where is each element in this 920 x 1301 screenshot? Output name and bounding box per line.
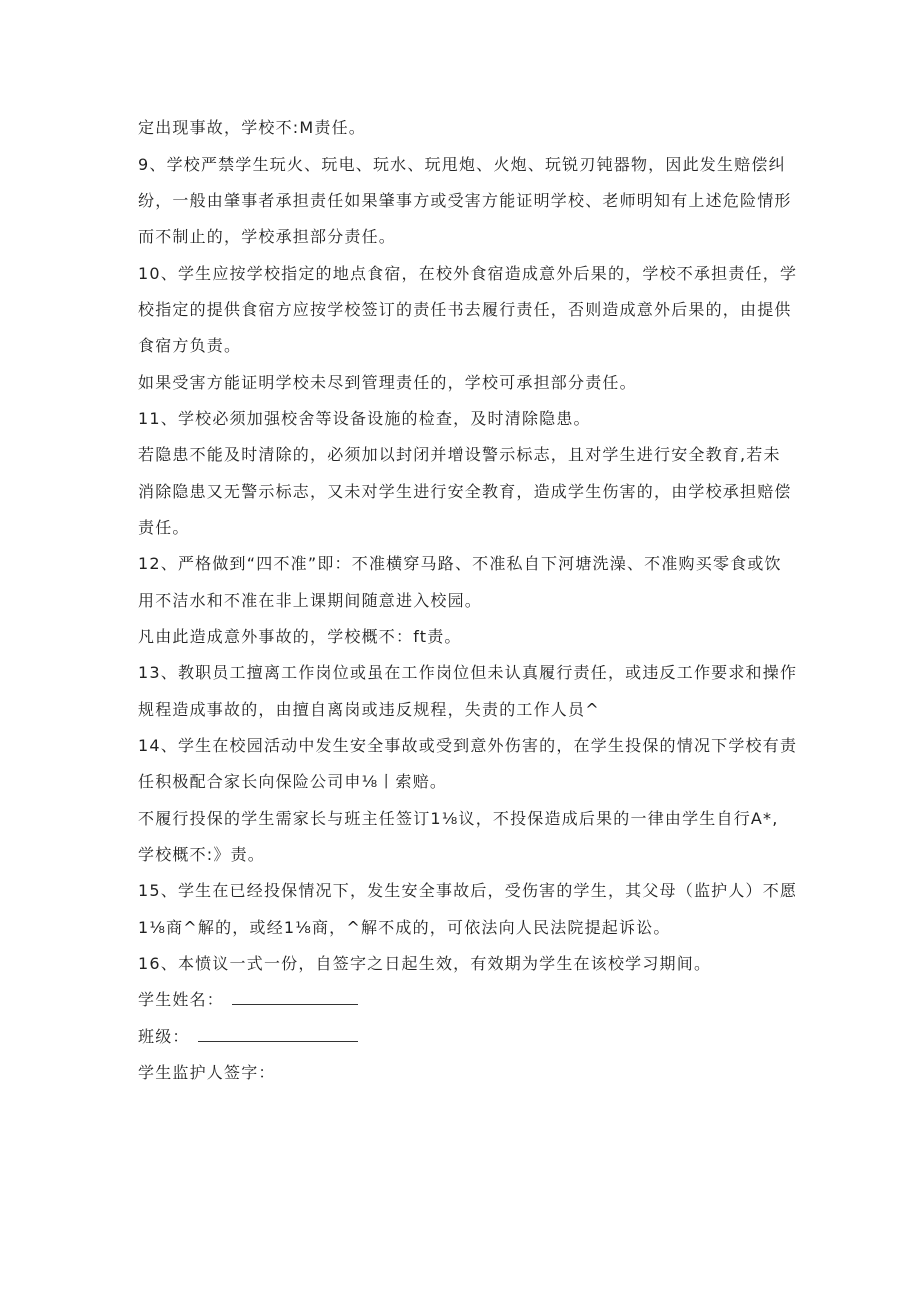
- text-line: 14、学生在校园活动中发生安全事故或受到意外伤害的，在学生投保的情况下学校有责: [138, 736, 798, 755]
- student-name-blank: [232, 990, 358, 1005]
- text-line: 10、学生应按学校指定的地点食宿，在校外食宿造成意外后果的，学校不承担责任，学: [138, 264, 798, 283]
- text-line: 如果受害方能证明学校未尽到管理责任的，学校可承担部分责任。: [138, 373, 637, 392]
- guardian-signature-row: [138, 1061, 788, 1085]
- text-line: 规程造成事故的，由擅自离岗或违反规程，失责的工作人员^: [138, 700, 600, 719]
- text-line: 食宿方负责。: [138, 336, 242, 355]
- text-line: 而不制止的，学校承担部分责任。: [138, 227, 397, 246]
- text-line: 13、教职员工擅离工作岗位或虽在工作岗位但未认真履行责任，或违反工作要求和操作: [138, 663, 798, 682]
- guardian-signature-label: 学生监护人签字：: [138, 1063, 276, 1082]
- text-line: 15、学生在已经投保情况下，发生安全事故后，受伤害的学生，其父母（监护人）不愿: [138, 881, 798, 900]
- class-label: 班级：: [138, 1027, 190, 1046]
- student-name-label: 学生姓名：: [138, 990, 225, 1009]
- text-line: 凡由此造成意外事故的，学校概不：ft责。: [138, 627, 462, 646]
- text-line: 16、本愤议一式一份，自签字之日起生效，有效期为学生在该校学习期间。: [138, 954, 712, 973]
- class-row: [138, 1025, 788, 1049]
- text-line: 9、学校严禁学生玩火、玩电、玩水、玩甩炮、火炮、玩锐刃钝器物，因此发生赔偿纠: [138, 155, 786, 174]
- student-name-row: [138, 988, 788, 1012]
- text-line: 若隐患不能及时清除的，必须加以封闭并增设警示标志，且对学生进行安全教育,若未: [138, 445, 781, 464]
- text-line: 用不洁水和不准在非上课期间随意进入校园。: [138, 591, 483, 610]
- class-blank: [198, 1027, 358, 1042]
- text-line: 纷，一般由肇事者承担责任如果肇事方或受害方能证明学校、老师明知有上述危险情形: [138, 191, 792, 210]
- text-line: 学校概不:》责。: [138, 845, 265, 864]
- text-line: 不履行投保的学生需家长与班主任签订1⅛议，不投保造成后果的一律由学生自行A*,: [138, 809, 779, 828]
- text-line: 责任。: [138, 518, 190, 537]
- text-line: 任积极配合家长向保险公司申⅛丨索赔。: [138, 772, 448, 791]
- text-line: 11、学校必须加强校舍等设备设施的检查，及时清除隐患。: [138, 409, 591, 428]
- text-line: 1⅛商^解的，或经1⅛商，^解不成的，可依法向人民法院提起诉讼。: [138, 918, 671, 937]
- text-line: 消除隐患又无警示标志，又未对学生进行安全教育，造成学生伤害的，由学校承担赔偿: [138, 482, 792, 501]
- text-line: 定出现事故，学校不:M责任。: [138, 118, 366, 137]
- text-line: 12、严格做到“四不准”即：不准横穿马路、不准私自下河塘洗澡、不准购买零食或饮: [138, 554, 782, 573]
- text-line: 校指定的提供食宿方应按学校签订的责任书去履行责任，否则造成意外后果的，由提供: [138, 300, 792, 319]
